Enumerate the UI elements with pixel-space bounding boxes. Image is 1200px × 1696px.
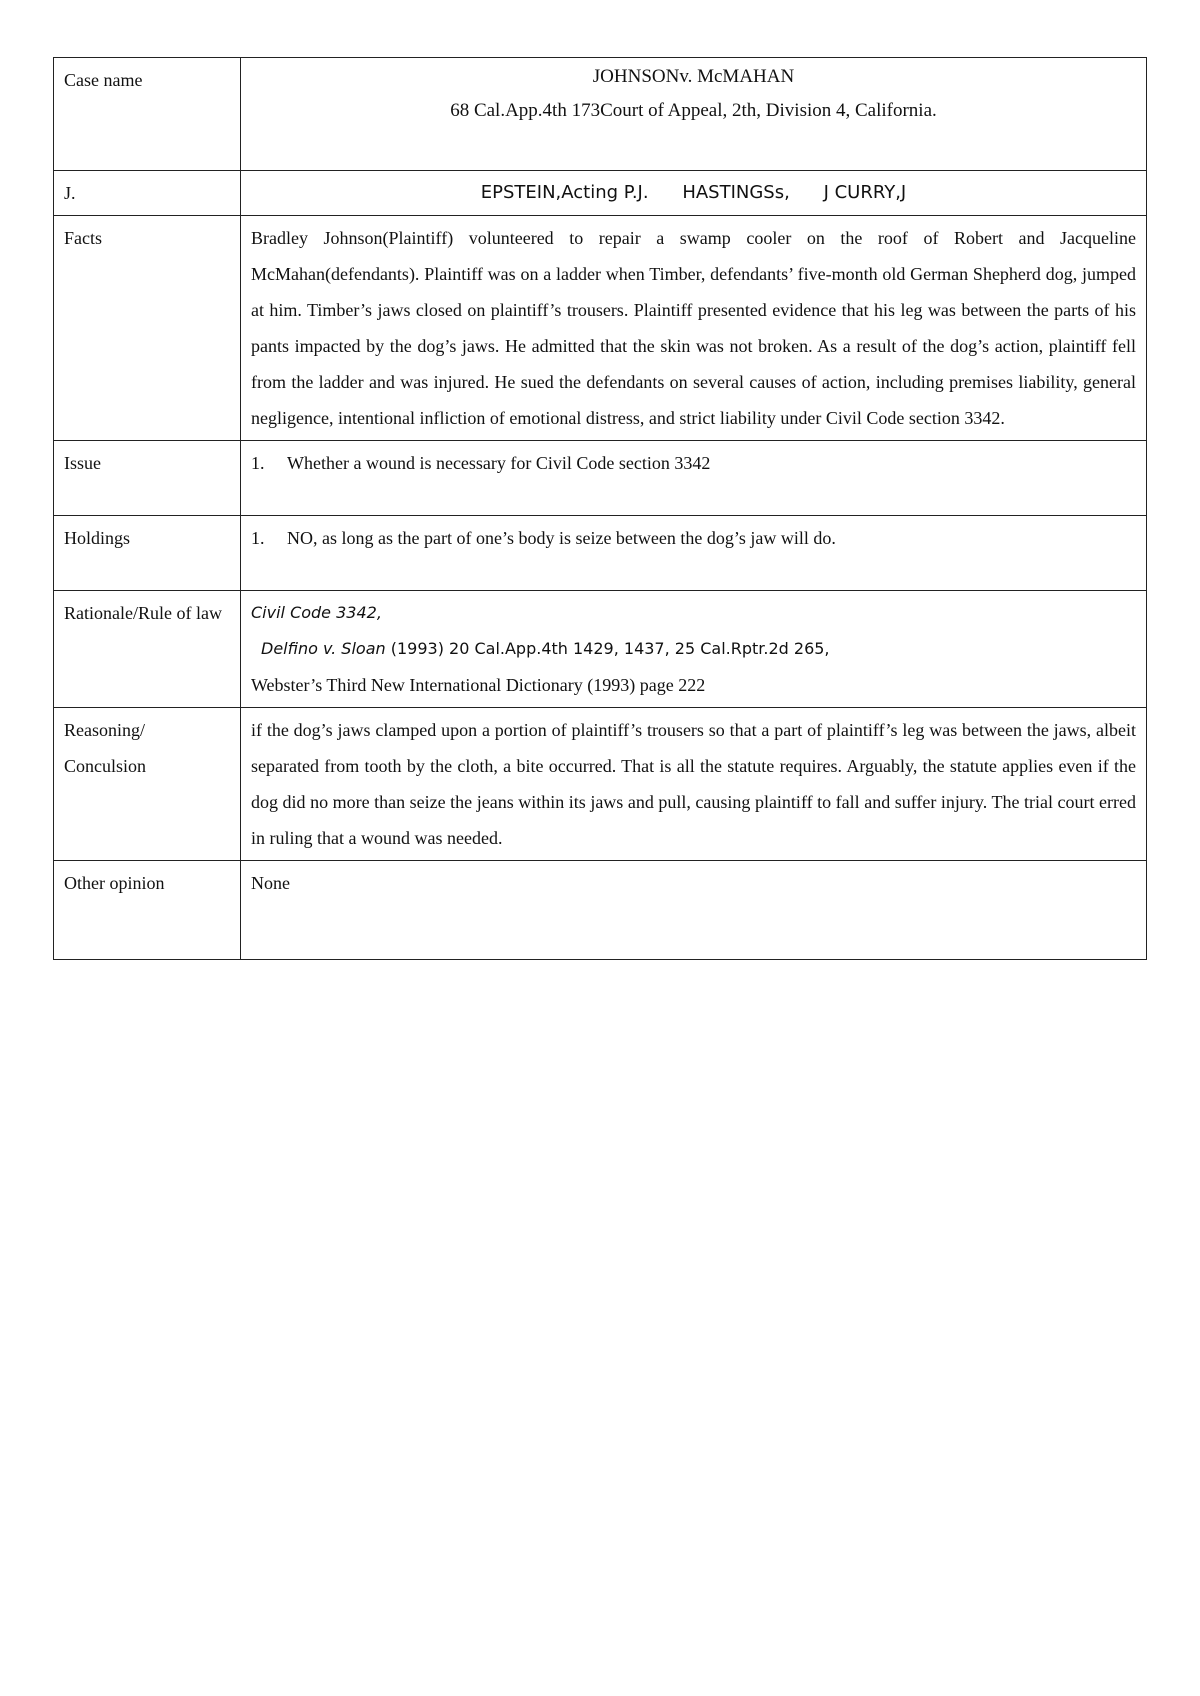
rationale-dictionary: Webster’s Third New International Dictionary (1993) page 222 bbox=[251, 675, 706, 695]
rationale-case-name: Delfino v. Sloan bbox=[261, 639, 386, 658]
label-other-opinion: Other opinion bbox=[54, 861, 241, 960]
rationale-case-cite bbox=[251, 631, 1136, 667]
rationale-case-ref: (1993) 20 Cal.App.4th 1429, 1437, 25 Cal.Rptr.2d 265, bbox=[385, 639, 830, 658]
label-rationale: Rationale/Rule of law bbox=[54, 591, 241, 708]
facts-text: Bradley Johnson(Plaintiff) volunteered to repair a swamp cooler on the roof of Robert and Jacqueline McMahan(defendants). Plaintiff was on a ladder when Timber, defendants’ five-month old German Shepherd dog, jumped at him. Timber’s jaws closed on plaintiff’s trousers. Plaintiff presented evidence that his leg was between the parts of his pants impacted by the dog’s jaws. He admitted that the skin was not broken. As a result of the dog’s action, plaintiff fell from the ladder and was injured. He sued the defendants on several causes of action, including premises liability, general negligence, intentional infliction of emotional distress, and strict liability under Civil Code section 3342. bbox=[241, 216, 1147, 441]
issue-cell bbox=[241, 441, 1147, 516]
holdings-number: 1. bbox=[251, 528, 265, 548]
label-reasoning: Reasoning/ Conculsion bbox=[54, 708, 241, 861]
issue-number: 1. bbox=[251, 453, 265, 473]
label-judges: J. bbox=[54, 171, 241, 216]
issue-text: Whether a wound is necessary for Civil Code section 3342 bbox=[287, 453, 711, 473]
holdings-cell bbox=[241, 516, 1147, 591]
judge-name: HASTINGSs, bbox=[682, 182, 790, 203]
holdings-text: NO, as long as the part of one’s body is seize between the dog’s jaw will do. bbox=[287, 528, 836, 548]
row-issue bbox=[54, 441, 1147, 516]
case-title-cell bbox=[241, 58, 1147, 171]
judge-name: J CURRY,J bbox=[823, 182, 907, 203]
other-opinion-text: None bbox=[241, 861, 1147, 960]
row-reasoning bbox=[54, 708, 1147, 861]
label-facts: Facts bbox=[54, 216, 241, 441]
case-title: JOHNSONv. McMAHAN bbox=[592, 66, 795, 87]
row-other-opinion bbox=[54, 861, 1147, 960]
reasoning-text: if the dog’s jaws clamped upon a portion of plaintiff’s trousers so that a part of plaintiff’s leg was between the jaws, albeit separated from tooth by the cloth, a bite occurred. That is all the statute requires. Arguably, the statute applies even if the dog did no more than seize the jeans within its jaws and pull, causing plaintiff to fall and suffer injury. The trial court erred in ruling that a wound was needed. bbox=[241, 708, 1147, 861]
judge-name: EPSTEIN,Acting P.J. bbox=[480, 182, 649, 203]
row-holdings bbox=[54, 516, 1147, 591]
label-holdings: Holdings bbox=[54, 516, 241, 591]
rationale-statute: Civil Code 3342, bbox=[251, 603, 382, 622]
label-issue: Issue bbox=[54, 441, 241, 516]
rationale-cell bbox=[241, 591, 1147, 708]
row-rationale bbox=[54, 591, 1147, 708]
judges-cell bbox=[241, 171, 1147, 216]
row-judges bbox=[54, 171, 1147, 216]
row-case-name bbox=[54, 58, 1147, 171]
row-facts bbox=[54, 216, 1147, 441]
case-brief-table bbox=[53, 57, 1147, 960]
case-citation: 68 Cal.App.4th 173Court of Appeal, 2th, Division 4, California. bbox=[450, 100, 937, 121]
label-case-name: Case name bbox=[54, 58, 241, 171]
